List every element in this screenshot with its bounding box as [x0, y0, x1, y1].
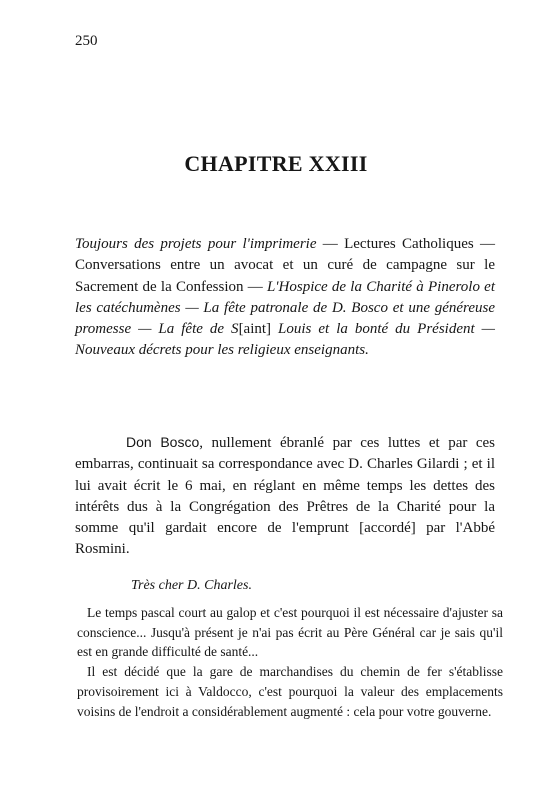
summary-part-1: Toujours des projets pour l'imprimerie [75, 236, 317, 252]
letter-paragraph-1: Le temps pascal court au galop et c'est pourquoi il est nécessaire d'ajuster sa conscience... Jusqu'à présent je n'ai pas écrit au Père Général car je sais qu'il est en grande difficulté de santé... [77, 605, 503, 660]
letter-paragraph-2: Il est décidé que la gare de marchandises du chemin de fer s'établisse provisoirement ici à Valdocco, c'est pourquoi la valeur des emplacements voisins de l'endroit a considérablement augmenté : cela pour votre gouverne. [77, 664, 503, 719]
chapter-summary [75, 234, 495, 362]
letter-body [77, 603, 503, 721]
summary-part-5: Louis et la bonté du Président — Nouveaux décrets pour les religieux enseignants. [75, 321, 495, 359]
intro-paragraph [75, 432, 495, 561]
summary-part-4: [aint] [238, 321, 272, 338]
summary-part-3: L'Hospice de la Charité à Pinerolo et les catéchumènes — La fête patronale de D. Bosco et une généreuse promesse — La fête de S [75, 278, 495, 338]
page-number: 250 [75, 33, 98, 49]
summary-part-2: — Lectures Catholiques — Conversations entre un avocat et un curé de campagne sur le Sacrement de la Confession — [75, 236, 495, 295]
intro-name: Don Bosco [126, 434, 200, 450]
letter-salutation: Très cher D. Charles. [131, 578, 252, 593]
chapter-title: CHAPITRE XXIII [184, 151, 368, 176]
intro-text: , nullement ébranlé par ces luttes et par ces embarras, continuait sa correspondance avec D. Charles Gilardi ; et il lui avait écrit le 6 mai, en réglant en même temps les dettes des intérêts dus à la Congrégation des Prêtres de la Charité pour la somme qu'il gardait encore de l'emprunt [accordé] par l'Abbé Rosmini. [75, 435, 495, 558]
